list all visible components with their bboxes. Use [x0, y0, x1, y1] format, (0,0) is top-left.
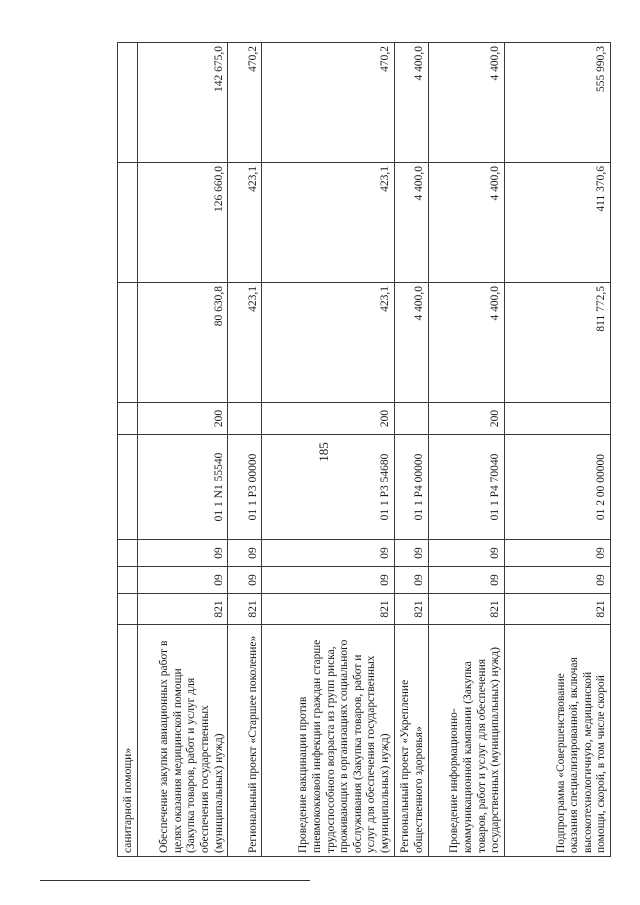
row-value-2: 4 400,0: [428, 163, 504, 283]
row-pr: 09: [228, 540, 262, 567]
footer-rule: [40, 880, 310, 881]
row-rz: 09: [262, 567, 394, 594]
row-rz: 09: [428, 567, 504, 594]
row-csr: 01 1 P4 70040: [428, 435, 504, 540]
row-value-1: 423,1: [262, 283, 394, 403]
row-name: Региональный проект «Старшее поколение»: [228, 625, 262, 857]
table-row: [118, 43, 138, 857]
budget-table-container: [117, 43, 611, 857]
row-value-2: [118, 163, 138, 283]
row-gr: 821: [394, 594, 428, 625]
row-name: санитарной помощи»: [118, 625, 138, 857]
row-value-3: 4 400,0: [428, 43, 504, 163]
row-csr: 01 2 00 00000: [504, 435, 610, 540]
table-row: [262, 43, 394, 857]
row-csr: 01 1 P3 54680: [262, 435, 394, 540]
row-value-2: 4 400,0: [394, 163, 428, 283]
budget-table: [117, 42, 611, 857]
row-pr: 09: [262, 540, 394, 567]
row-vr: 200: [262, 403, 394, 435]
table-row: [138, 43, 228, 857]
row-vr: 200: [138, 403, 228, 435]
row-rz: 09: [228, 567, 262, 594]
row-value-3: 470,2: [262, 43, 394, 163]
row-value-1: 811 772,5: [504, 283, 610, 403]
row-csr: 01 1 N1 55540: [138, 435, 228, 540]
row-csr: 01 1 P4 00000: [394, 435, 428, 540]
row-gr: 821: [428, 594, 504, 625]
row-pr: 09: [138, 540, 228, 567]
row-value-2: 126 660,0: [138, 163, 228, 283]
row-gr: 821: [138, 594, 228, 625]
row-pr: 09: [428, 540, 504, 567]
row-pr: 09: [504, 540, 610, 567]
row-pr: 09: [394, 540, 428, 567]
row-name: Обеспечение закупки авиационных работ в целях оказания медицинской помощи (Закупка товаров, работ и услуг для обеспечения государственных (муниципальных) нужд): [138, 625, 228, 857]
row-vr: [118, 403, 138, 435]
row-value-2: 423,1: [228, 163, 262, 283]
row-csr: 01 1 P3 00000: [228, 435, 262, 540]
row-name: Региональный проект «Укрепление общественного здоровья»: [394, 625, 428, 857]
row-gr: [118, 594, 138, 625]
row-value-1: 4 400,0: [428, 283, 504, 403]
row-pr: [118, 540, 138, 567]
row-value-3: 142 675,0: [138, 43, 228, 163]
table-row: [394, 43, 428, 857]
row-vr: [228, 403, 262, 435]
row-vr: 200: [428, 403, 504, 435]
row-gr: 821: [228, 594, 262, 625]
row-name: Проведение информационно-коммуникационной кампании (Закупка товаров, работ и услуг для обеспечения государственных (муниципальных) нужд): [428, 625, 504, 857]
row-value-3: 4 400,0: [394, 43, 428, 163]
page-number: 185: [316, 442, 331, 462]
row-csr: [118, 435, 138, 540]
row-value-1: 423,1: [228, 283, 262, 403]
row-gr: 821: [262, 594, 394, 625]
row-value-2: 423,1: [262, 163, 394, 283]
row-rz: 09: [504, 567, 610, 594]
table-row: [504, 43, 610, 857]
row-rz: 09: [394, 567, 428, 594]
table-row: [228, 43, 262, 857]
row-value-1: 4 400,0: [394, 283, 428, 403]
row-vr: [504, 403, 610, 435]
row-value-3: 555 990,3: [504, 43, 610, 163]
row-value-3: 470,2: [228, 43, 262, 163]
row-rz: 09: [138, 567, 228, 594]
row-value-3: [118, 43, 138, 163]
table-row: [428, 43, 504, 857]
row-gr: 821: [504, 594, 610, 625]
row-value-1: [118, 283, 138, 403]
row-rz: [118, 567, 138, 594]
row-value-2: 411 370,6: [504, 163, 610, 283]
row-value-1: 80 630,8: [138, 283, 228, 403]
row-vr: [394, 403, 428, 435]
row-name: Проведение вакцинации против пневмококковой инфекции граждан старше трудоспособного возраста из групп риска, проживающих в организациях социального обслуживания (Закупка товаров, работ и услуг для обеспечения государственных (муниципальных) нужд): [262, 625, 394, 857]
row-name: Подпрограмма «Совершенствование оказания специализированной, включая высокотехнологичную, медицинской помощи, скорой, в том числе скорой: [504, 625, 610, 857]
